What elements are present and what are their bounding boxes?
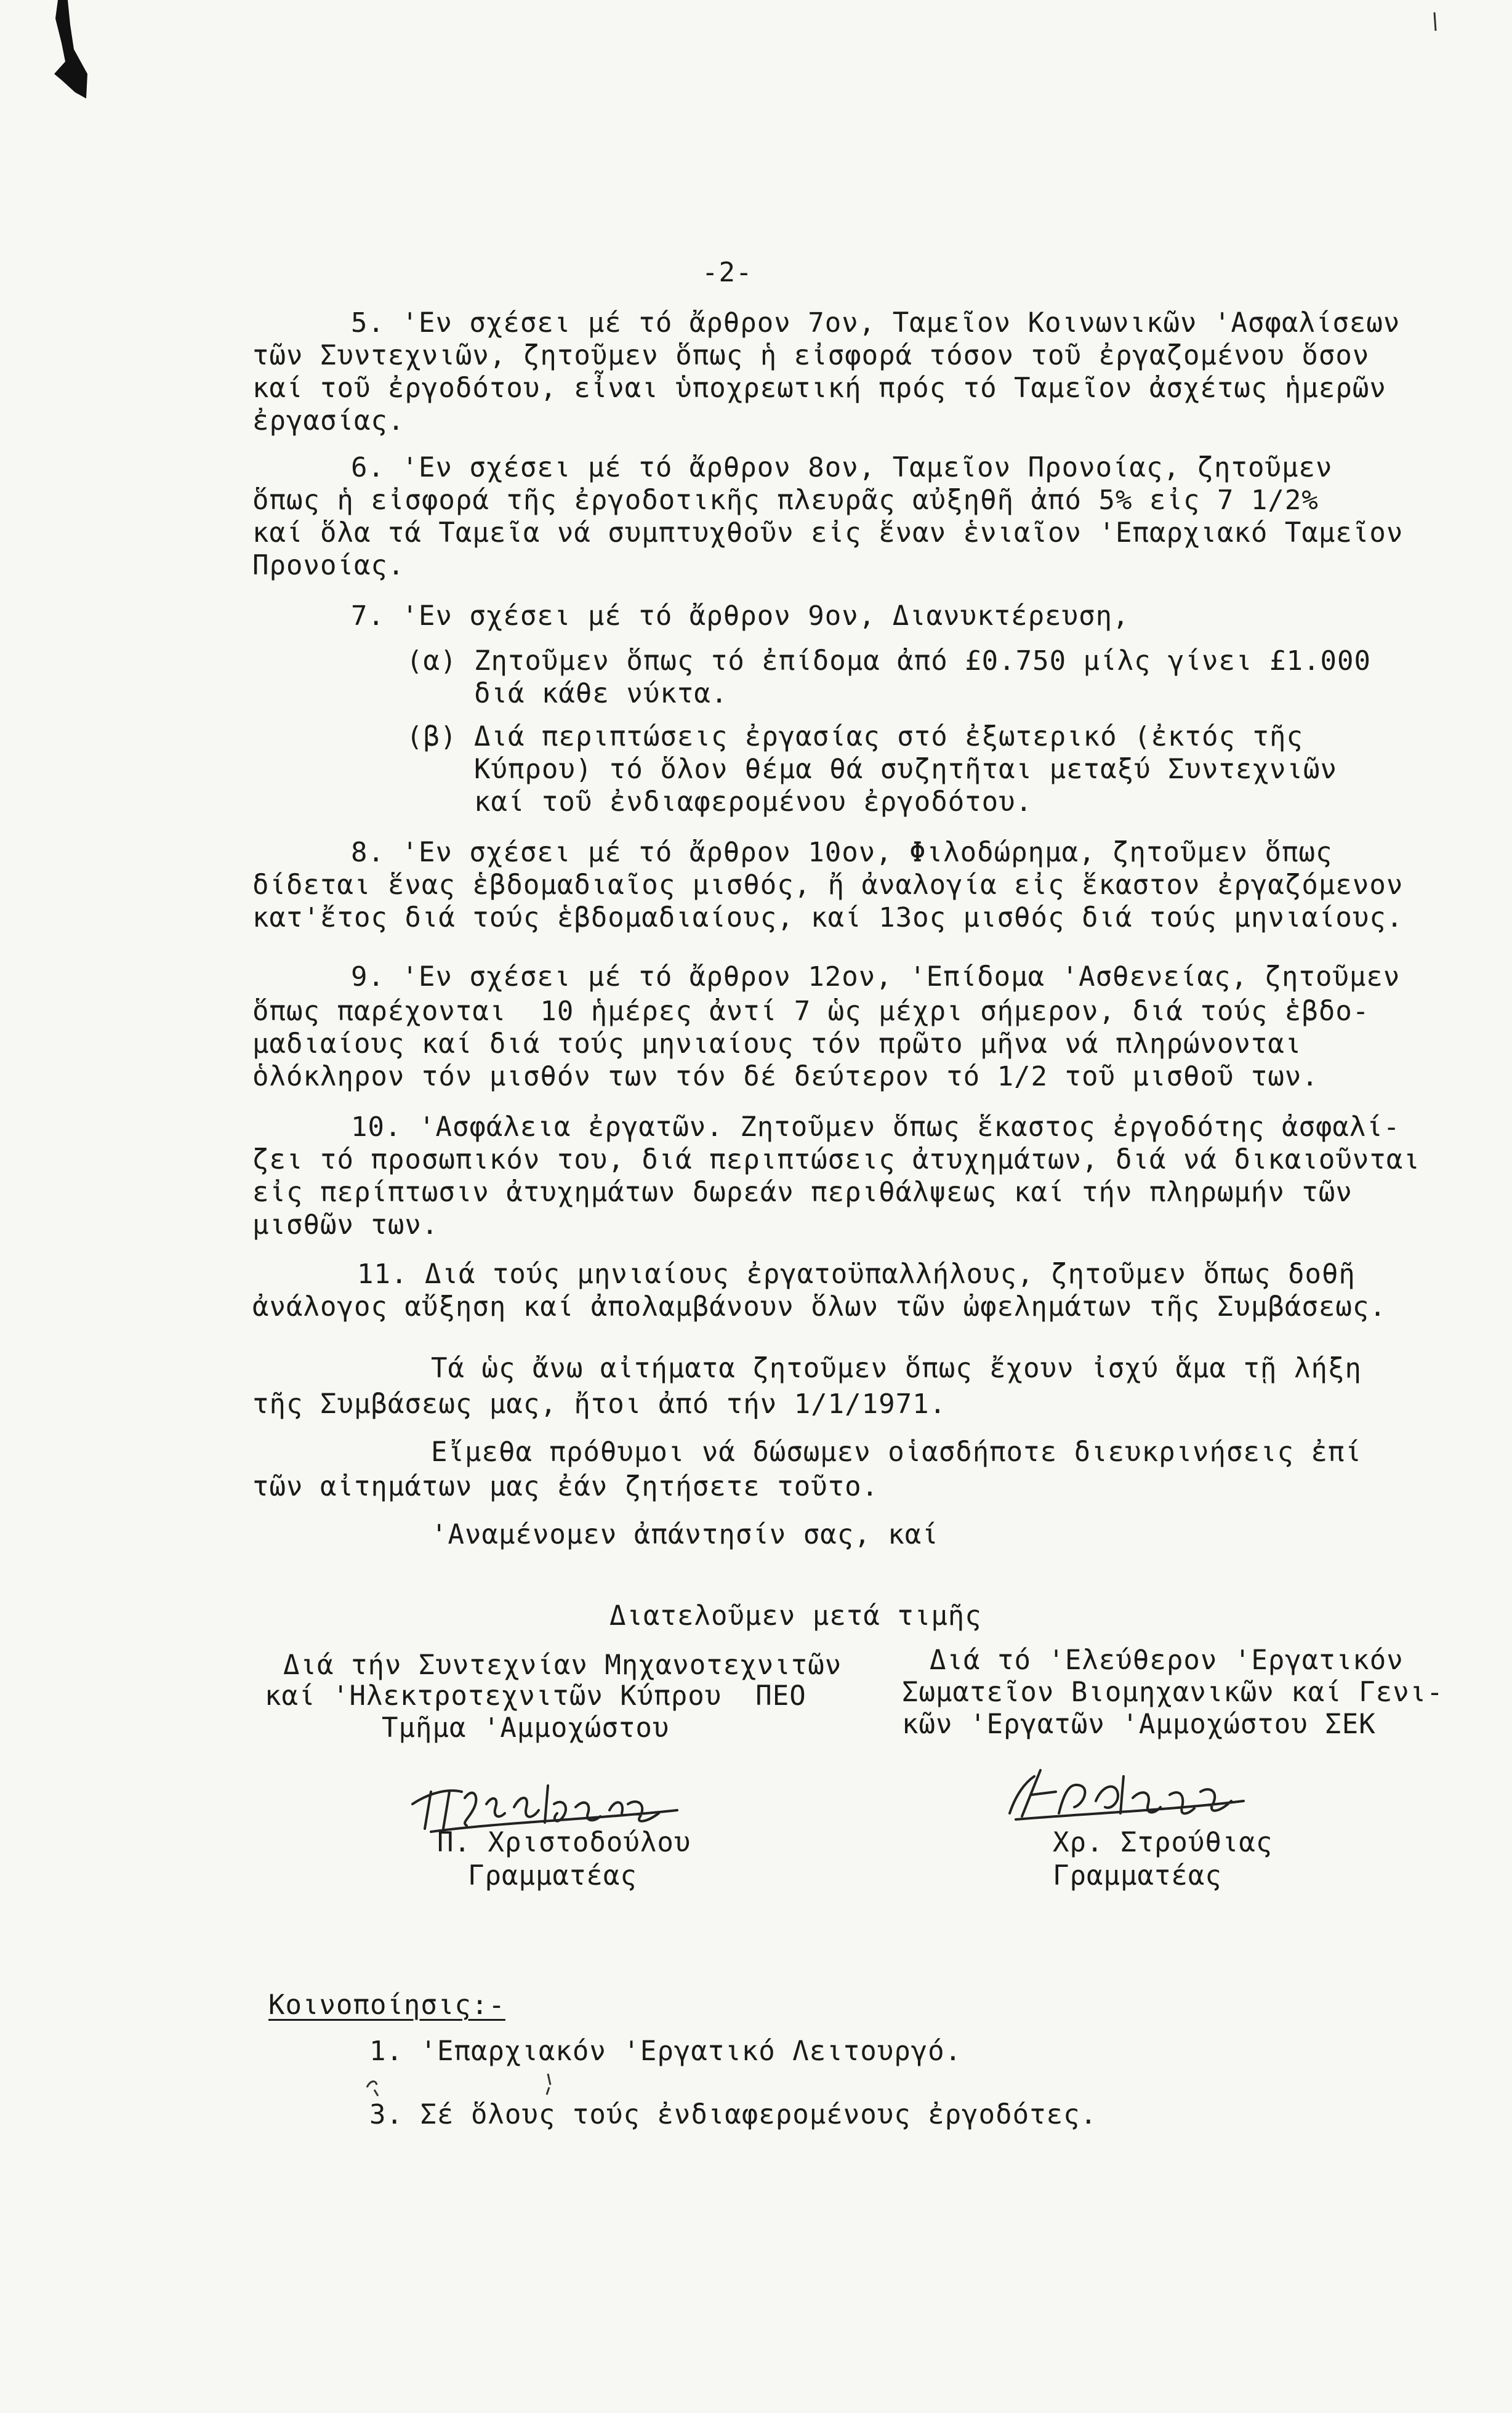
right-signatory-name: Χρ. Στρούθιας <box>1053 1827 1273 1858</box>
distribution-heading: Κοινοποίησις:- <box>268 1989 505 2021</box>
right-handwritten-signature <box>997 1758 1256 1826</box>
paragraph-7-line-1: 7. 'Εν σχέσει μέ τό ἄρθρον 9ον, Διανυκτέρευση, <box>351 600 1130 632</box>
paragraph-11-line-1: 11. Διά τούς μηνιαίους ἐργατοϋπαλλήλους, ζητοῦμεν ὅπως δοθῆ <box>357 1259 1356 1290</box>
left-org-line-2: καί 'Ηλεκτροτεχνιτῶν Κύπρου ΠΕΟ <box>265 1680 806 1712</box>
paragraph-8-line-1: 8. 'Εν σχέσει μέ τό ἄρθρον 10ον, Φιλοδώρημα, ζητοῦμεν ὅπως <box>351 837 1333 868</box>
distribution-item-3: 3. Σέ ὅλους τούς ἐνδιαφερομένους ἐργοδότες. <box>369 2099 1098 2130</box>
paragraph-13-line-1: Εἴμεθα πρόθυμοι νά δώσωμεν οἱασδήποτε διευκρινήσεις ἐπί <box>431 1436 1362 1468</box>
paragraph-6-line-1: 6. 'Εν σχέσει μέ τό ἄρθρον 8ον, Ταμεῖον Προνοίας, ζητοῦμεν <box>351 452 1333 483</box>
right-org-line-3: κῶν 'Εργατῶν 'Αμμοχώστου ΣΕΚ <box>902 1709 1376 1740</box>
right-signatory-title: Γραμματέας <box>1053 1860 1222 1891</box>
paragraph-12-line-1: Τά ὡς ἄνω αἰτήματα ζητοῦμεν ὅπως ἔχουν ἰσχύ ἅμα τῇ λήξη <box>431 1353 1362 1384</box>
left-org-line-3: Τμῆμα 'Αμμοχώστου <box>382 1712 670 1744</box>
corner-staple-mark <box>43 0 92 105</box>
paragraph-6-line-3: καί ὅλα τά Ταμεῖα νά συμπτυχθοῦν εἰς ἕναν ἑνιαῖον 'Επαρχιακό Ταμεῖον <box>252 517 1404 549</box>
paragraph-9-line-3: μαδιαίους καί διά τούς μηνιαίους τόν πρῶτο μῆνα νά πληρώνονται <box>252 1028 1302 1060</box>
paragraph-6-line-4: Προνοίας. <box>252 550 405 581</box>
paragraph-10-line-4: μισθῶν των. <box>252 1209 439 1241</box>
paragraph-10-line-2: ζει τό προσωπικόν του, διά περιπτώσεις ἀτυχημάτων, διά νά δικαιοῦνται <box>252 1144 1420 1175</box>
paragraph-12-line-2: τῆς Συμβάσεως μας, ἤτοι ἀπό τήν 1/1/1971. <box>252 1388 947 1420</box>
paragraph-7a-line-1: (α) Ζητοῦμεν ὅπως τό ἐπίδομα ἀπό £0.750 μίλς γίνει £1.000 <box>406 645 1371 677</box>
paragraph-5-line-4: ἐργασίας. <box>252 405 405 437</box>
page-number: -2- <box>702 257 753 288</box>
paragraph-13-line-2: τῶν αἰτημάτων μας ἐάν ζητήσετε τοῦτο. <box>252 1471 879 1502</box>
paragraph-5-line-2: τῶν Συντεχνιῶν, ζητοῦμεν ὅπως ἡ εἰσφορά τόσον τοῦ ἐργαζομένου ὅσον <box>252 340 1370 371</box>
paragraph-9-line-2: ὅπως παρέχονται 10 ἡμέρες ἀντί 7 ὡς μέχρι σήμερον, διά τούς ἑβδο- <box>252 996 1370 1027</box>
paragraph-5-line-1: 5. 'Εν σχέσει μέ τό ἄρθρον 7ον, Ταμεῖον Κοινωνικῶν 'Ασφαλίσεων <box>351 307 1401 339</box>
distribution-item-1: 1. 'Επαρχιακόν 'Εργατικό Λειτουργό. <box>369 2036 962 2067</box>
strikeout-mark <box>363 2069 573 2100</box>
paragraph-11-line-2: ἀνάλογος αὔξηση καί ἀπολαμβάνουν ὅλων τῶν ὠφελημάτων τῆς Συμβάσεως. <box>252 1291 1386 1323</box>
closing-line: Διατελοῦμεν μετά τιμῆς <box>609 1600 982 1632</box>
corner-tick-mark <box>1428 12 1447 37</box>
paragraph-7a-line-2: διά κάθε νύκτα. <box>406 678 728 709</box>
paragraph-6-line-2: ὅπως ἡ εἰσφορά τῆς ἐργοδοτικῆς πλευρᾶς αὐξηθῆ ἀπό 5% εἰς 7 1/2% <box>252 485 1319 516</box>
paragraph-9-line-1: 9. 'Εν σχέσει μέ τό ἄρθρον 12ον, 'Επίδομα 'Ασθενείας, ζητοῦμεν <box>351 961 1401 993</box>
left-org-line-1: Διά τήν Συντεχνίαν Μηχανοτεχνιτῶν <box>283 1650 842 1681</box>
paragraph-8-line-2: δίδεται ἕνας ἑβδομαδιαῖος μισθός, ἤ ἀναλογία εἰς ἕκαστον ἐργαζόμενον <box>252 869 1404 901</box>
paragraph-9-line-4: ὁλόκληρον τόν μισθόν των τόν δέ δεύτερον τό 1/2 τοῦ μισθοῦ των. <box>252 1061 1319 1092</box>
paragraph-7b-line-1: (β) Διά περιπτώσεις ἐργασίας στό ἐξωτερικό (ἐκτός τῆς <box>406 721 1303 752</box>
paragraph-14-line-1: 'Αναμένομεν ἀπάντησίν σας, καί <box>431 1519 939 1550</box>
right-org-line-2: Σωματεῖον Βιομηχανικῶν καί Γενι- <box>902 1677 1444 1708</box>
paragraph-5-line-3: καί τοῦ ἐργοδότου, εἶναι ὑποχρεωτική πρός τό Ταμεῖον ἀσχέτως ἡμερῶν <box>252 373 1386 404</box>
right-org-line-1: Διά τό 'Ελεύθερον 'Εργατικόν <box>930 1645 1404 1676</box>
left-signatory-name: Π. Χριστοδούλου <box>437 1827 691 1858</box>
paragraph-8-line-3: κατ'ἔτος διά τούς ἑβδομαδιαίους, καί 13ος μισθός διά τούς μηνιαίους. <box>252 902 1404 933</box>
paragraph-7b-line-3: καί τοῦ ἐνδιαφερομένου ἐργοδότου. <box>406 786 1033 818</box>
paragraph-10-line-1: 10. 'Ασφάλεια ἐργατῶν. Ζητοῦμεν ὅπως ἕκαστος ἐργοδότης ἀσφαλί- <box>351 1111 1401 1143</box>
left-signatory-title: Γραμματέας <box>468 1860 637 1891</box>
paragraph-7b-line-2: Κύπρου) τό ὅλον θέμα θά συζητῆται μεταξύ Συντεχνιῶν <box>406 754 1337 785</box>
paragraph-10-line-3: εἰς περίπτωσιν ἀτυχημάτων δωρεάν περιθάλψεως καί τήν πληρωμήν τῶν <box>252 1177 1353 1208</box>
